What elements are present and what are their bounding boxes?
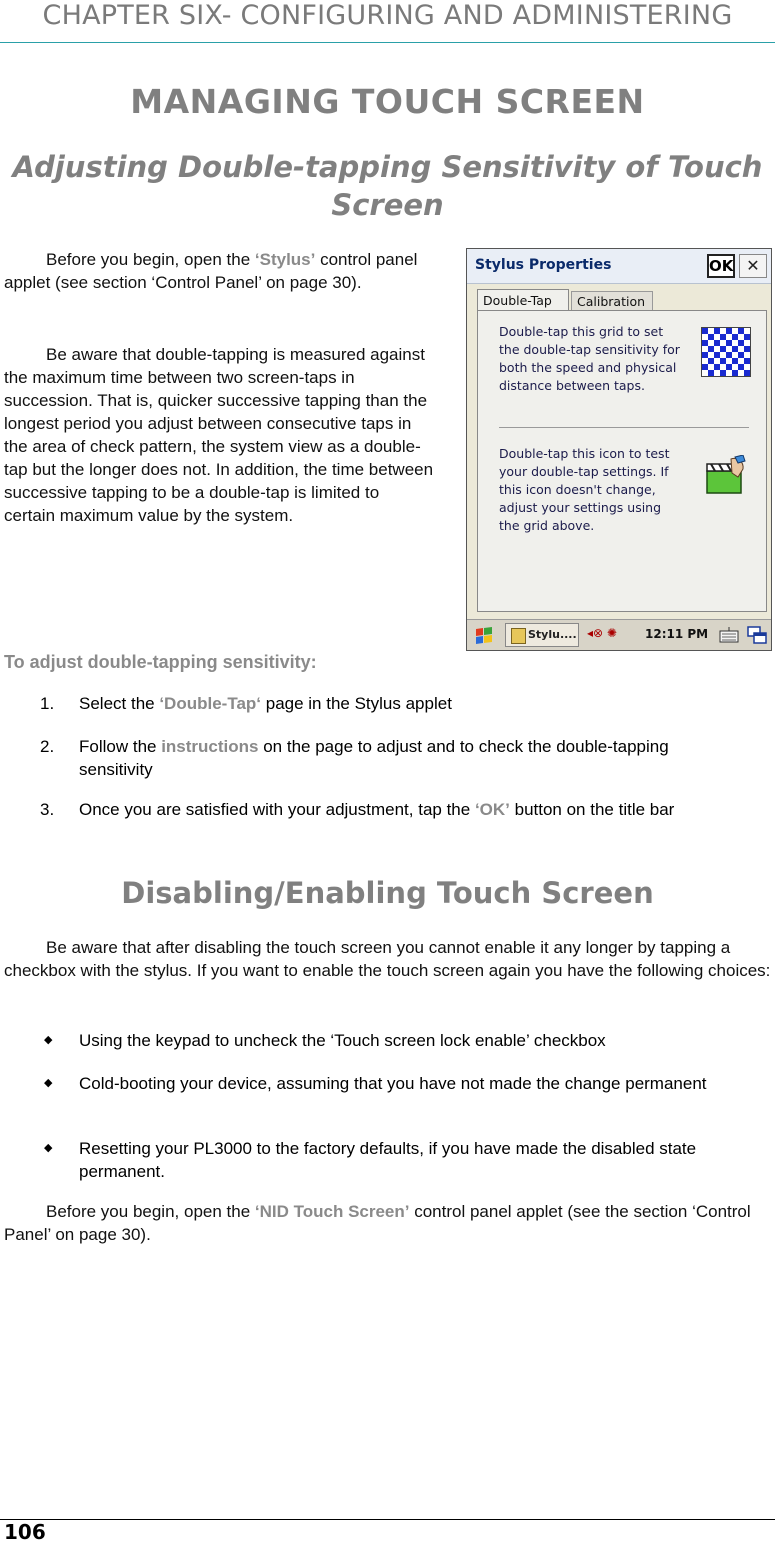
nid-applet-name: ‘NID Touch Screen’ [254,1202,410,1221]
start-flag-icon[interactable] [473,625,495,647]
icon-instructions: Double-tap this icon to test your double-tap settings. If this icon doesn't change, adjust your settings using the grid above. [499,446,670,533]
subtitle-double-tap: Adjusting Double-tapping Sensitivity of Touch Screen [12,150,763,222]
step-item: 3. Once you are satisfied with your adjustment, tap the ‘OK’ button on the title bar [40,800,675,819]
taskbar [467,619,771,651]
grid-instructions: Double-tap this grid to set the double-tap sensitivity for both the speed and physical distance between taps. [499,324,680,393]
running-head: CHAPTER SIX- CONFIGURING AND ADMINISTERING [0,0,775,43]
stylus-applet-name: ‘Stylus’ [254,250,316,269]
subtitle-disabling: Disabling/Enabling Touch Screen [121,876,654,910]
tab-calibration[interactable]: Calibration [571,291,653,311]
footer-rule [0,1519,775,1520]
double-tap-explanation: Be aware that double-tapping is measured against the maximum time between two screen-taps in succession. That is, quicker successive tapping than the longest period you adjust between consecutive taps in the area of check pattern, the system view as a double-tap but the longer does not. In addition, the time between successive tapping to be a double-tap is limited to certain maximum value by the system. [4,345,434,525]
applet-icon [511,628,526,644]
double-tap-grid-icon[interactable] [701,327,751,377]
ok-button[interactable]: OK [707,254,735,278]
clapperboard-icon[interactable] [705,455,747,497]
intro-paragraph: Before you begin, open the ‘Stylus’ control panel applet (see section ‘Control Panel’ on page 30). [4,250,418,292]
step-item: 1. Select the ‘Double-Tap‘ page in the Stylus applet [40,694,452,713]
touch-screen-applet-paragraph: Before you begin, open the ‘NID Touch Screen’ control panel applet (see the section ‘Control Panel’ on page 30). [4,1202,751,1244]
list-item: ◆ Cold-booting your device, assuming that you have not made the change permanent [44,1074,707,1093]
list-item: ◆ Using the keypad to uncheck the ‘Touch screen lock enable’ checkbox [44,1031,606,1050]
disable-paragraph: Be aware that after disabling the touch screen you cannot enable it any longer by tapping a checkbox with the stylus. If you want to enable the touch screen again you have the following choices: [4,938,771,980]
keyboard-icon[interactable] [719,626,739,644]
windows-switch-icon[interactable] [747,625,767,645]
close-icon[interactable]: ✕ [739,254,767,278]
tray-network-icon[interactable]: ◂⊗ ✺ [587,626,617,640]
shot-separator [499,427,749,428]
tab-double-tap[interactable]: Double-Tap [477,289,569,311]
tray-clock[interactable]: 12:11 PM [645,627,709,641]
diamond-bullet-icon: ◆ [44,1142,53,1154]
list-item: ◆ Resetting your PL3000 to the factory defaults, if you have made the disabled state permanent. [44,1139,697,1181]
stylus-properties-screenshot [466,248,772,651]
diamond-bullet-icon: ◆ [44,1034,53,1046]
shot-titlebar [467,249,771,284]
page-number: 106 [4,1520,46,1544]
shot-window-title: Stylus Properties [475,257,612,273]
diamond-bullet-icon: ◆ [44,1077,53,1089]
section-title: MANAGING TOUCH SCREEN [130,82,645,121]
step-item: 2. Follow the instructions on the page to adjust and to check the double-tapping sensitivity [40,737,669,779]
procedure-heading: To adjust double-tapping sensitivity: [4,652,317,672]
taskbar-stylus-button[interactable]: Stylu.... [505,623,579,647]
